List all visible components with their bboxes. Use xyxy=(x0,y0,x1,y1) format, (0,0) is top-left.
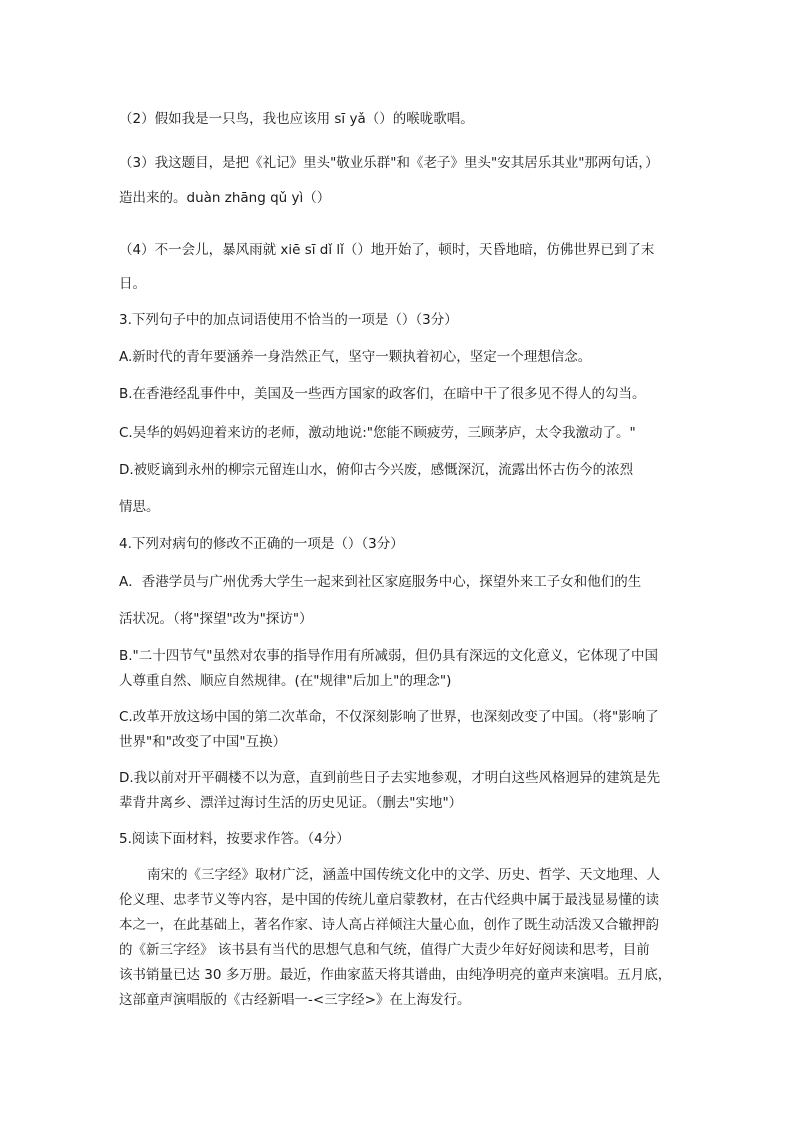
q4-option-d-line-2: 辈背井离乡、漂洋过海讨生活的历史见证。（删去"实地"） xyxy=(119,795,463,811)
q4-option-c-line-1: C.改革开放这场中国的第二次革命，不仅深刻影响了世界，也深刻改变了中国。（将"影响了 xyxy=(119,709,659,725)
q4-option-c-line-2: 世界"和"改变了中国"互换） xyxy=(119,734,287,750)
q5-passage-line-5: 该书销量已达 30 多万册。最近，作曲家蓝天将其谱曲，由纯净明亮的童声来演唱。五月底， xyxy=(119,967,672,983)
q3-line-2: 造出来的。duàn zhāng qǔ yì（） xyxy=(119,190,331,206)
q4-line-2: 日。 xyxy=(119,276,146,292)
q5-passage-line-2: 伦义理、忠孝节义等内容，是中国的传统儿童启蒙教材，在古代经典中属于最浅显易懂的读 xyxy=(119,892,659,908)
q3-option-a: A.新时代的青年要涵养一身浩然正气，坚守一颗执着初心，坚定一个理想信念。 xyxy=(119,349,592,365)
q4-line-1: （4）不一会儿，暴风雨就 xiē sī dǐ lǐ（）地开始了，顿时，天昏地暗，仿佛世界已到了末 xyxy=(119,242,655,258)
q4-option-a-line-1: A．香港学员与广州优秀大学生一起来到社区家庭服务中心，探望外来工子女和他们的生 xyxy=(119,574,642,590)
q4-option-b-line-2: 人尊重自然、顺应自然规律。(在"规律"后加上"的理念") xyxy=(119,673,452,689)
q4-option-b-line-1: B."二十四节气"虽然对农事的指导作用有所减弱，但仍具有深远的文化意义，它体现了中国 xyxy=(119,648,658,664)
q3-option-c: C.吴华的妈妈迎着来访的老师，激动地说:"您能不顾疲劳，三顾茅庐，太令我激动了。" xyxy=(119,425,636,441)
q3-line-1: （3）我这题目，是把《礼记》里头"敬业乐群"和《老子》里头"安其居乐其业"那两句话，） xyxy=(119,155,659,171)
question-4-stem: 4.下列对病句的修改不正确的一项是（）（3分） xyxy=(119,536,404,552)
q5-passage-line-4: 的《新三字经》 该书县有当代的思想气息和气统，值得广大责少年好好阅读和思考，目前 xyxy=(119,942,650,958)
q3-option-b: B.在香港经乱事件中，美国及一些西方国家的政客们，在暗中干了很多见不得人的勾当。 xyxy=(119,386,646,402)
q3-option-d-line-2: 情思。 xyxy=(119,499,160,515)
q2-line: （2）假如我是一只鸟，我也应该用 sī yǎ（）的喉咙歌唱。 xyxy=(119,111,474,127)
q4-option-a-line-2: 活状况。（将"探望"改为"探访"） xyxy=(119,611,313,627)
q3-option-d-line-1: D.被贬谪到永州的柳宗元留连山水，俯仰古今兴废，感慨深沉，流露出怀古伤今的浓烈 xyxy=(119,462,634,478)
q5-passage-line-1: 南宋的《三字经》取材广泛，涵盖中国传统文化中的文学、历史、哲学、天文地理、人 xyxy=(147,867,660,883)
question-5-stem: 5.阅读下面材料，按要求作答。（4分） xyxy=(119,831,350,847)
question-3-stem: 3.下列句子中的加点词语使用不恰当的一项是（）（3分） xyxy=(119,312,458,328)
q5-passage-line-3: 本之一，在此基础上，著名作家、诗人高占祥倾注大量心血，创作了既生动活泼又合辙押韵 xyxy=(119,917,659,933)
q5-passage-line-6: 这部童声演唱版的《古经新唱一-<三字经>》在上海发行。 xyxy=(119,992,471,1008)
q4-option-d-line-1: D.我以前对开平碉楼不以为意，直到前些日子去实地参观，才明白这些风格迥异的建筑是先 xyxy=(119,770,661,786)
